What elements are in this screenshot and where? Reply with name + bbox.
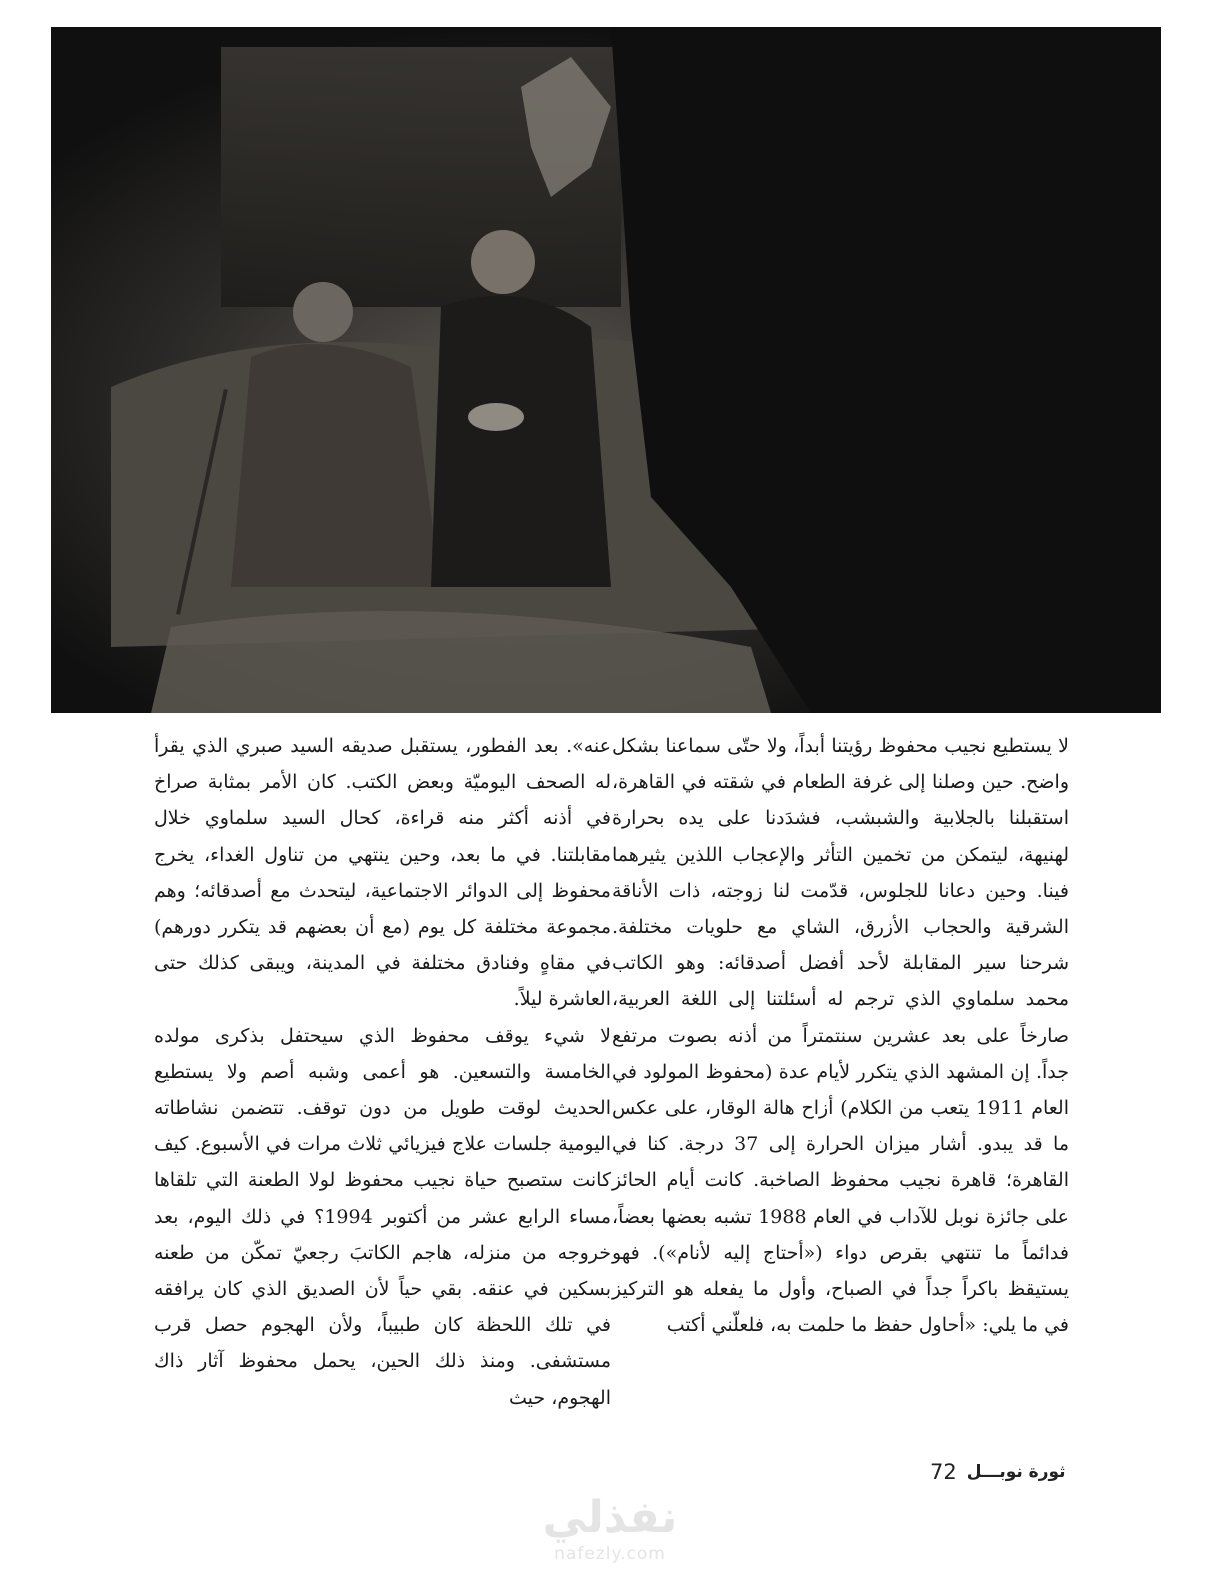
article-paragraph: عنه». بعد الفطور، يستقبل صديقه السيد صبري الذي يقرأ له الصحف اليوميّة وبعض الكتب. كان الأمر بمثابة صراخ في أذنه أكثر منه قراءة، كحال السيد سلماوي خلال مقابلتنا. في ما بعد، وحين ينتهي من تناول الغداء، يخرج محفوظ إلى الدوائر الاجتماعية، ليتحدث مع أصدقائه؛ وهم مجموعة مختلفة كل يوم (مع أن بعضهم قد يتكرر دورهم) في مقاهٍ وفنادق مختلفة في المدينة، ويبقى كذلك حتى العاشرة ليلاً. [154, 735, 611, 1011]
running-title: ثورة نوبـــل [966, 1462, 1066, 1482]
page-number: 72 [930, 1460, 957, 1484]
watermark-arabic: نفذلي [542, 1492, 678, 1543]
page-footer [930, 1455, 1090, 1489]
photograph-icon [51, 27, 1161, 713]
article-column-right [612, 728, 1069, 1343]
watermark-url: nafezly.com [554, 1544, 666, 1564]
article-paragraph: لا يستطيع نجيب محفوظ رؤيتنا أبداً، ولا حتّى سماعنا بشكل واضح. حين وصلنا إلى غرفة الطعام في شقته في القاهرة، استقبلنا بالجلابية والشبشب، فشدَدنا على يده بحرارة لهنيهة، ليتمكن من تخمين التأثر والإعجاب اللذين يثيرهما فينا. وحين دعانا للجلوس، قدّمت لنا زوجته، ذات الأناقة الشرقية والحجاب الأزرق، الشاي مع حلويات مختلفة. شرحنا سير المقابلة لأحد أفضل أصدقائه: وهو الكاتب محمد سلماوي الذي ترجم له أسئلتنا إلى اللغة العربية، صارخاً على بعد عشرين سنتمتراً من أذنه بصوت مرتفع جداً. إن المشهد الذي يتكرر لأيام عدة (محفوظ المولود في العام 1911 يتعب من الكلام) أزاح هالة الوقار، على عكس ما قد يبدو. أشار ميزان الحرارة إلى 37 درجة. كنا في القاهرة؛ قاهرة نجيب محفوظ الصاخبة. كانت أيام الحائز على جائزة نوبل للآداب في العام 1988 تشبه بعضها بعضاً، فدائماً ما تنتهي بقرص دواء («أحتاج إليه لأنام»). فهو يستيقظ باكراً جداً في الصباح، وأول ما يفعله هو التركيز في ما يلي: «أحاول حفظ ما حلمت به، فلعلّني أكتب [612, 735, 1069, 1337]
watermark [510, 1492, 710, 1572]
article-column-left [154, 728, 611, 1416]
article-paragraph: لا شيء يوقف محفوظ الذي سيحتفل بذكرى مولده الخامسة والتسعين. هو أعمى وشبه أصم ولا يستطيع الحديث لوقت طويل من دون توقف. تتضمن نشاطاته اليومية جلسات علاج فيزيائي ثلاث مرات في الأسبوع. كيف كانت ستصبح حياة نجيب محفوظ لولا الطعنة التي تلقاها مساء الرابع عشر من أكتوبر 1994؟ في ذلك اليوم، بعد خروجه من منزله، هاجم الكاتبَ رجعيّ تمكّن من طعنه بسكين في عنقه. بقي حياً لأن الصديق الذي كان يرافقه في تلك اللحظة كان طبيباً، ولأن الهجوم حصل قرب مستشفى. ومنذ ذلك الحين، يحمل محفوظ آثار ذاك الهجوم، حيث [154, 1024, 611, 1409]
article-photograph [51, 27, 1161, 713]
